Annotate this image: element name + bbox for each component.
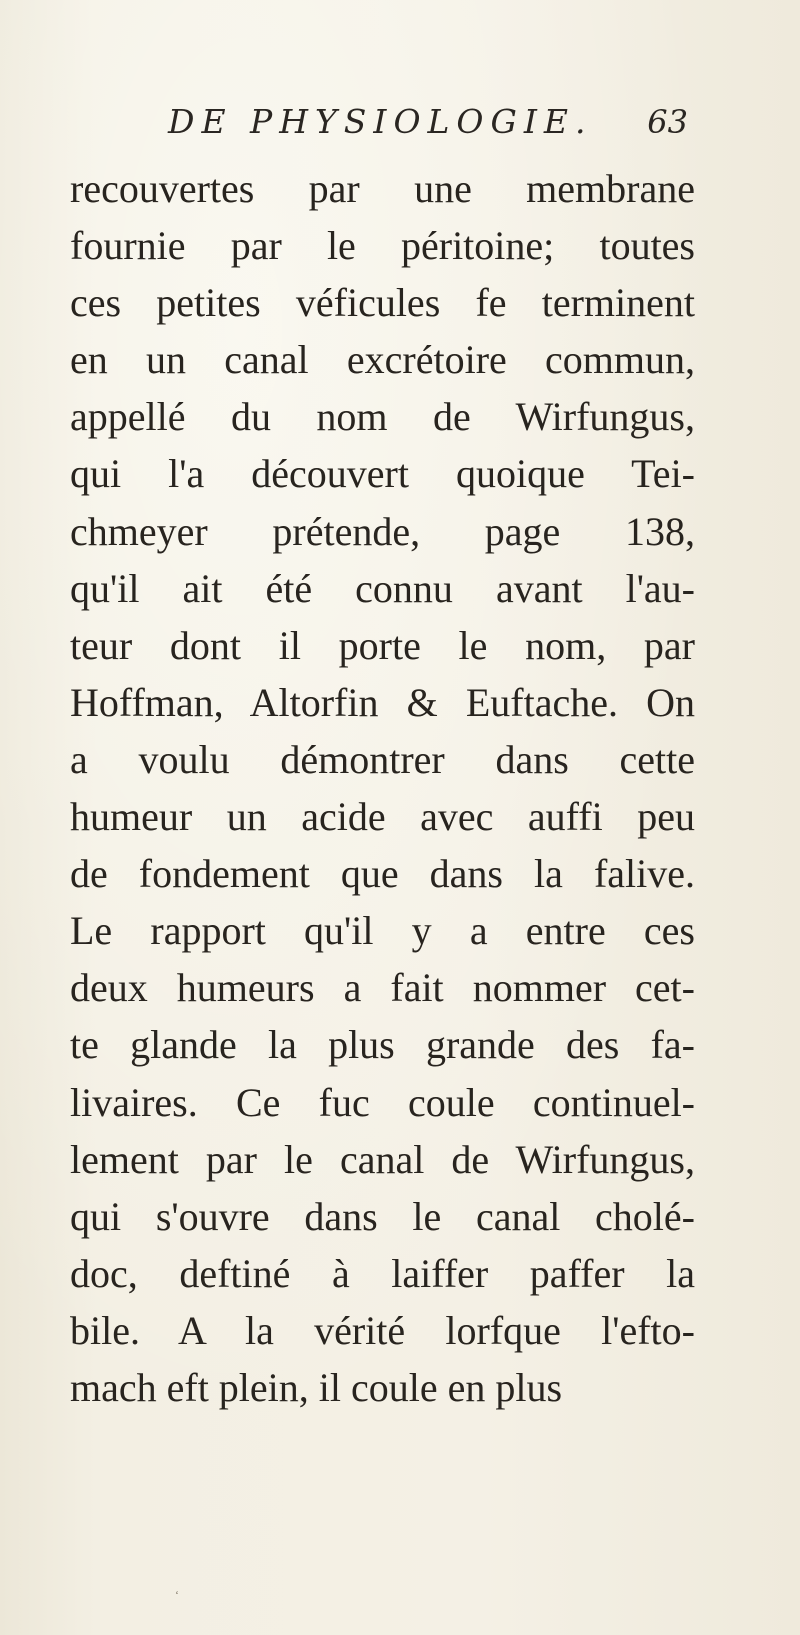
text-line: te glande la plus grande des fa- <box>70 1022 695 1068</box>
text-line: deux humeurs a fait nommer cet- <box>70 965 695 1011</box>
text-line: fournie par le péritoine; toutes <box>70 223 695 269</box>
text-line: qui s'ouvre dans le canal cholé- <box>70 1193 695 1239</box>
text-line: livaires. Ce fuc coule continuel- <box>70 1079 695 1125</box>
text-line: humeur un acide avec auffi peu <box>70 794 695 840</box>
text-line: lement par le canal de Wirfungus, <box>70 1136 695 1182</box>
text-line: bile. A la vérité lorfque l'efto- <box>70 1307 695 1353</box>
text-line: a voulu démontrer dans cette <box>70 736 695 782</box>
text-line: en un canal excrétoire commun, <box>70 337 695 383</box>
body-text <box>70 160 695 1416</box>
text-line: Le rapport qu'il y a entre ces <box>70 908 695 954</box>
footer-mark: ‘ <box>175 1588 179 1602</box>
page-number: 63 <box>647 103 688 141</box>
text-line: qui l'a découvert quoique Tei- <box>70 451 695 497</box>
text-line: teur dont il porte le nom, par <box>70 622 695 668</box>
text-line: appellé du nom de Wirfungus, <box>70 394 695 440</box>
text-line: recouvertes par une membrane <box>70 166 695 211</box>
text-line: qu'il ait été connu avant l'au- <box>70 565 695 611</box>
text-line: mach eft plein, il coule en plus <box>70 1364 563 1410</box>
text-line: ces petites véficules fe terminent <box>70 280 695 326</box>
running-title: DE PHYSIOLOGIE. <box>168 102 593 141</box>
text-line: de fondement que dans la falive. <box>70 851 695 897</box>
running-header <box>168 102 688 141</box>
text-line: Hoffman, Altorfin & Euftache. On <box>70 679 695 725</box>
text-line: chmeyer prétende, page 138, <box>70 508 695 554</box>
text-line: doc, deftiné à laiffer paffer la <box>70 1250 695 1296</box>
